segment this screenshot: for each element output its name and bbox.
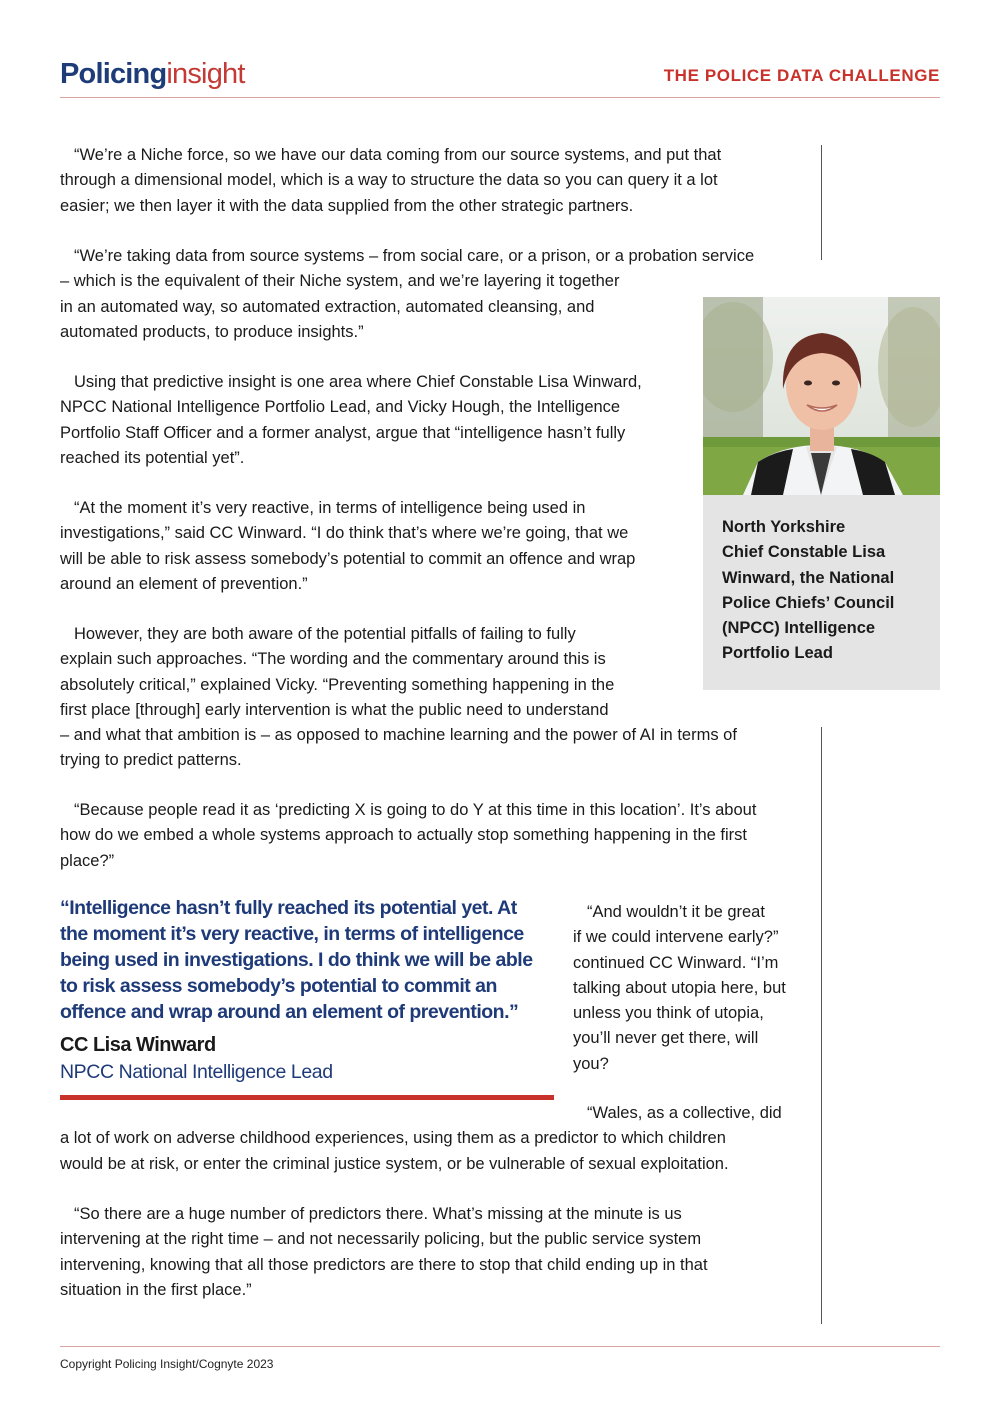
pull-quote-name: CC Lisa Winward xyxy=(60,1034,216,1056)
paragraph-5: However, they are both aware of the potential pitfalls of failing to fully explain such approaches. “The wording and the commentary around this is absolutely critical,” explained Vicky. “Preventing something happening in the first place [through] early intervention is what the public need to understand – and what that ambition is – as opposed to machine learning and the power of AI in terms of trying to predict patterns. xyxy=(60,625,737,770)
portrait-illustration xyxy=(703,297,940,495)
footer-copyright: Copyright Policing Insight/Cognyte 2023 xyxy=(60,1357,274,1371)
policing-insight-logo xyxy=(60,56,245,92)
paragraph-3: Using that predictive insight is one area where Chief Constable Lisa Winward, NPCC National Intelligence Portfolio Lead, and Vicky Hough, the Intelligence Portfolio Staff Officer and a former analyst, argue that “intelligence hasn’t fully reached its potential yet”. xyxy=(60,373,642,467)
paragraph-7: “And wouldn’t it be great if we could intervene early?” continued CC Winward. “I’m talking about utopia here, but unless you think of utopia, you’ll never get there, will you? xyxy=(573,903,786,1073)
column-rule-bottom xyxy=(821,727,822,1324)
paragraph-8: “Wales, as a collective, did a lot of work on adverse childhood experiences, using them as a predictor to which children would be at risk, or enter the criminal justice system, or be vulnerable of sexual exploitation. xyxy=(60,1104,782,1173)
pull-quote: “Intelligence hasn’t fully reached its potential yet. At the moment it’s very reactive, in terms of intelligence being used in investigations. I do think we will be able to risk assess somebody’s potential to commit an offence and wrap around an element of prevention.” xyxy=(60,897,533,1023)
logo-light-text: insight xyxy=(166,58,245,90)
paragraph-9: “So there are a huge number of predictors there. What’s missing at the minute is us intervening at the right time – and not necessarily policing, but the public service system intervening, knowing that all those predictors are there to stop that child ending up in that situation in the first place.” xyxy=(60,1205,708,1299)
pull-quote-underline xyxy=(60,1095,554,1100)
footer-divider xyxy=(60,1346,940,1347)
photo-caption-box xyxy=(703,495,940,690)
portrait-photo xyxy=(703,297,940,495)
paragraph-6: “Because people read it as ‘predicting X is going to do Y at this time in this location’. It’s about how do we embed a whole systems approach to actually stop something happening in the first place?” xyxy=(60,801,757,870)
paragraph-2: “We’re taking data from source systems – from social care, or a prison, or a probation service – which is the equivalent of their Niche system, and we’re layering it together in an automated way, so automated extraction, automated cleansing, and automated products, to produce insights.” xyxy=(60,247,755,341)
header-divider xyxy=(60,97,940,98)
photo-caption: North Yorkshire Chief Constable Lisa Winward, the National Police Chiefs’ Council (NPCC) Intelligence Portfolio Lead xyxy=(722,518,895,663)
column-rule-top xyxy=(821,145,822,260)
paragraph-1: “We’re a Niche force, so we have our data coming from our source systems, and put that through a dimensional model, which is a way to structure the data so you can query it a lot easier; we then layer it with the data supplied from the other strategic partners. xyxy=(60,146,722,215)
logo-bold-text: Policing xyxy=(60,58,167,90)
section-title: THE POLICE DATA CHALLENGE xyxy=(663,66,940,85)
paragraph-4: “At the moment it’s very reactive, in terms of intelligence being used in investigations,” said CC Winward. “I do think that’s where we’re going, that we will be able to risk assess somebody’s potential to commit an offence and wrap around an element of prevention.” xyxy=(60,499,636,593)
pull-quote-role: NPCC National Intelligence Lead xyxy=(60,1061,333,1083)
